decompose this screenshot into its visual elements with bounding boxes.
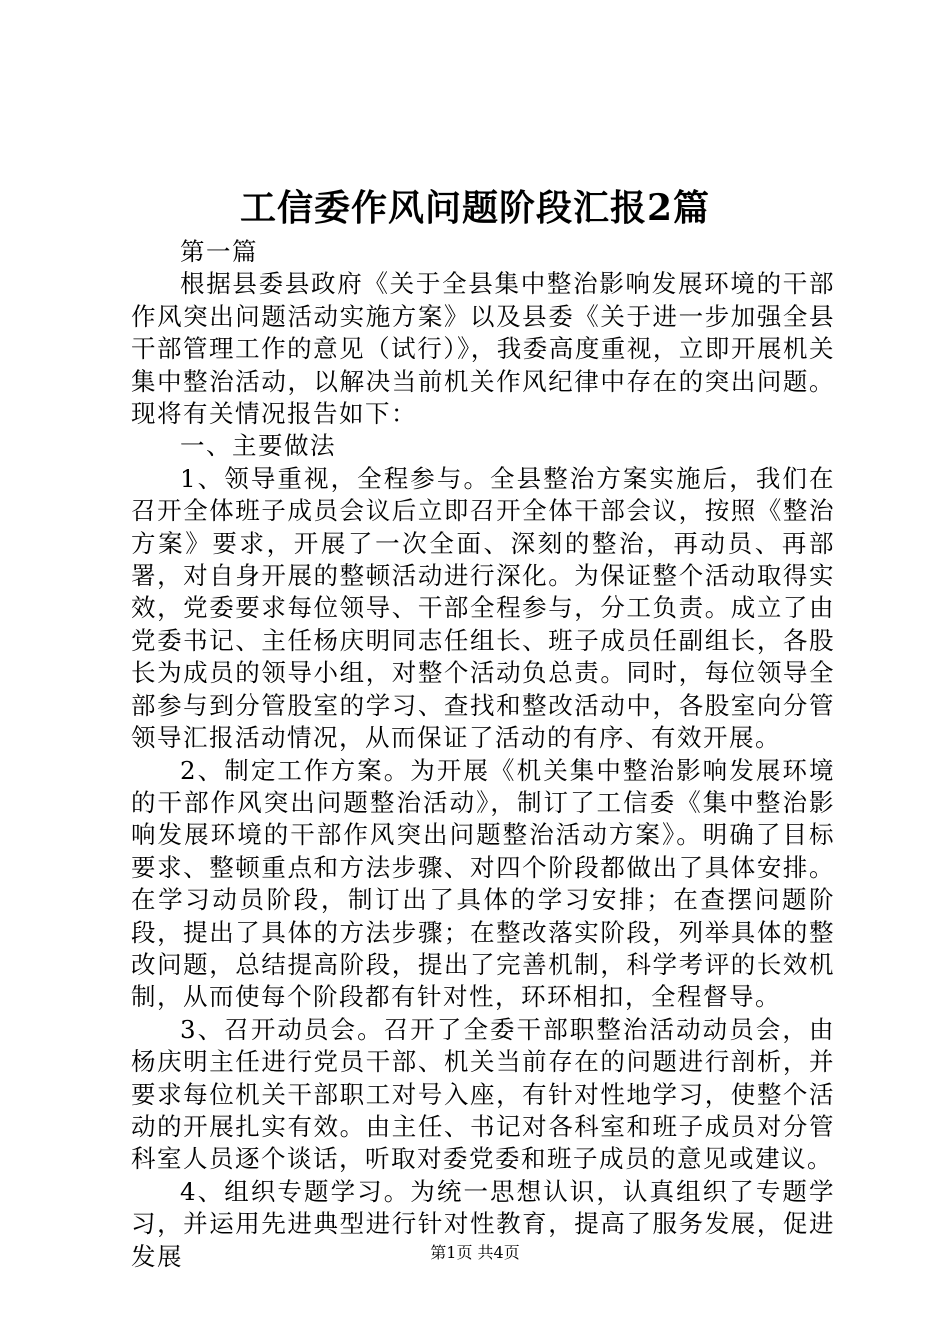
paragraph-item-3: 3、召开动员会。召开了全委干部职整治活动动员会，由杨庆明主任进行党员干部、机关当前存在的问题进行剖析，并要求每位机关干部职工对号入座，有针对性地学习，使整个活动的开展扎实有效。由主任、书记对各科室和班子成员对分管科室人员逐个谈话，听取对委党委和班子成员的意见或建议。 [131,1014,835,1174]
paragraph-item-4: 4、组织专题学习。为统一思想认识，认真组织了专题学习，并运用先进典型进行针对性教育，提高了服务发展，促进发展 [131,1176,835,1271]
paragraph-item-1: 1、领导重视，全程参与。全县整治方案实施后，我们在召开全体班子成员会议后立即召开全体干部会议，按照《整治方案》要求，开展了一次全面、深刻的整治，再动员、再部署，对自身开展的整顿活动进行深化。为保证整个活动取得实效，党委要求每位领导、干部全程参与，分工负责。成立了由党委书记、主任杨庆明同志任组长、班子成员任副组长，各股长为成员的领导小组，对整个活动负总责。同时，每位领导全部参与到分管股室的学习、查找和整改活动中，各股室向分管领导汇报活动情况，从而保证了活动的有序、有效开展。 [131,463,835,753]
paragraph-item-2: 2、制定工作方案。为开展《机关集中整治影响发展环境的干部作风突出问题整治活动》，制订了工信委《集中整治影响发展环境的干部作风突出问题整治活动方案》。明确了目标要求、整顿重点和方法步骤、对四个阶段都做出了具体安排。在学习动员阶段，制订出了具体的学习安排；在查摆问题阶段，提出了具体的方法步骤；在整改落实阶段，列举具体的整改问题，总结提高阶段，提出了完善机制，科学考评的长效机制，从而使每个阶段都有针对性，环环相扣，全程督导。 [131,755,835,1012]
document-body [131,236,835,1273]
page-footer: 第1页 共4页 [430,1243,520,1262]
document-title: 工信委作风问题阶段汇报2篇 [239,187,711,229]
section-heading-main-practices: 一、主要做法 [180,431,336,461]
intro-paragraph: 根据县委县政府《关于全县集中整治影响发展环境的干部作风突出问题活动实施方案》以及县委《关于进一步加强全县干部管理工作的意见（试行）》，我委高度重视，立即开展机关集中整治活动，以解决当前机关作风纪律中存在的突出问题。现将有关情况报告如下： [131,269,835,429]
section-heading-first: 第一篇 [180,237,258,266]
